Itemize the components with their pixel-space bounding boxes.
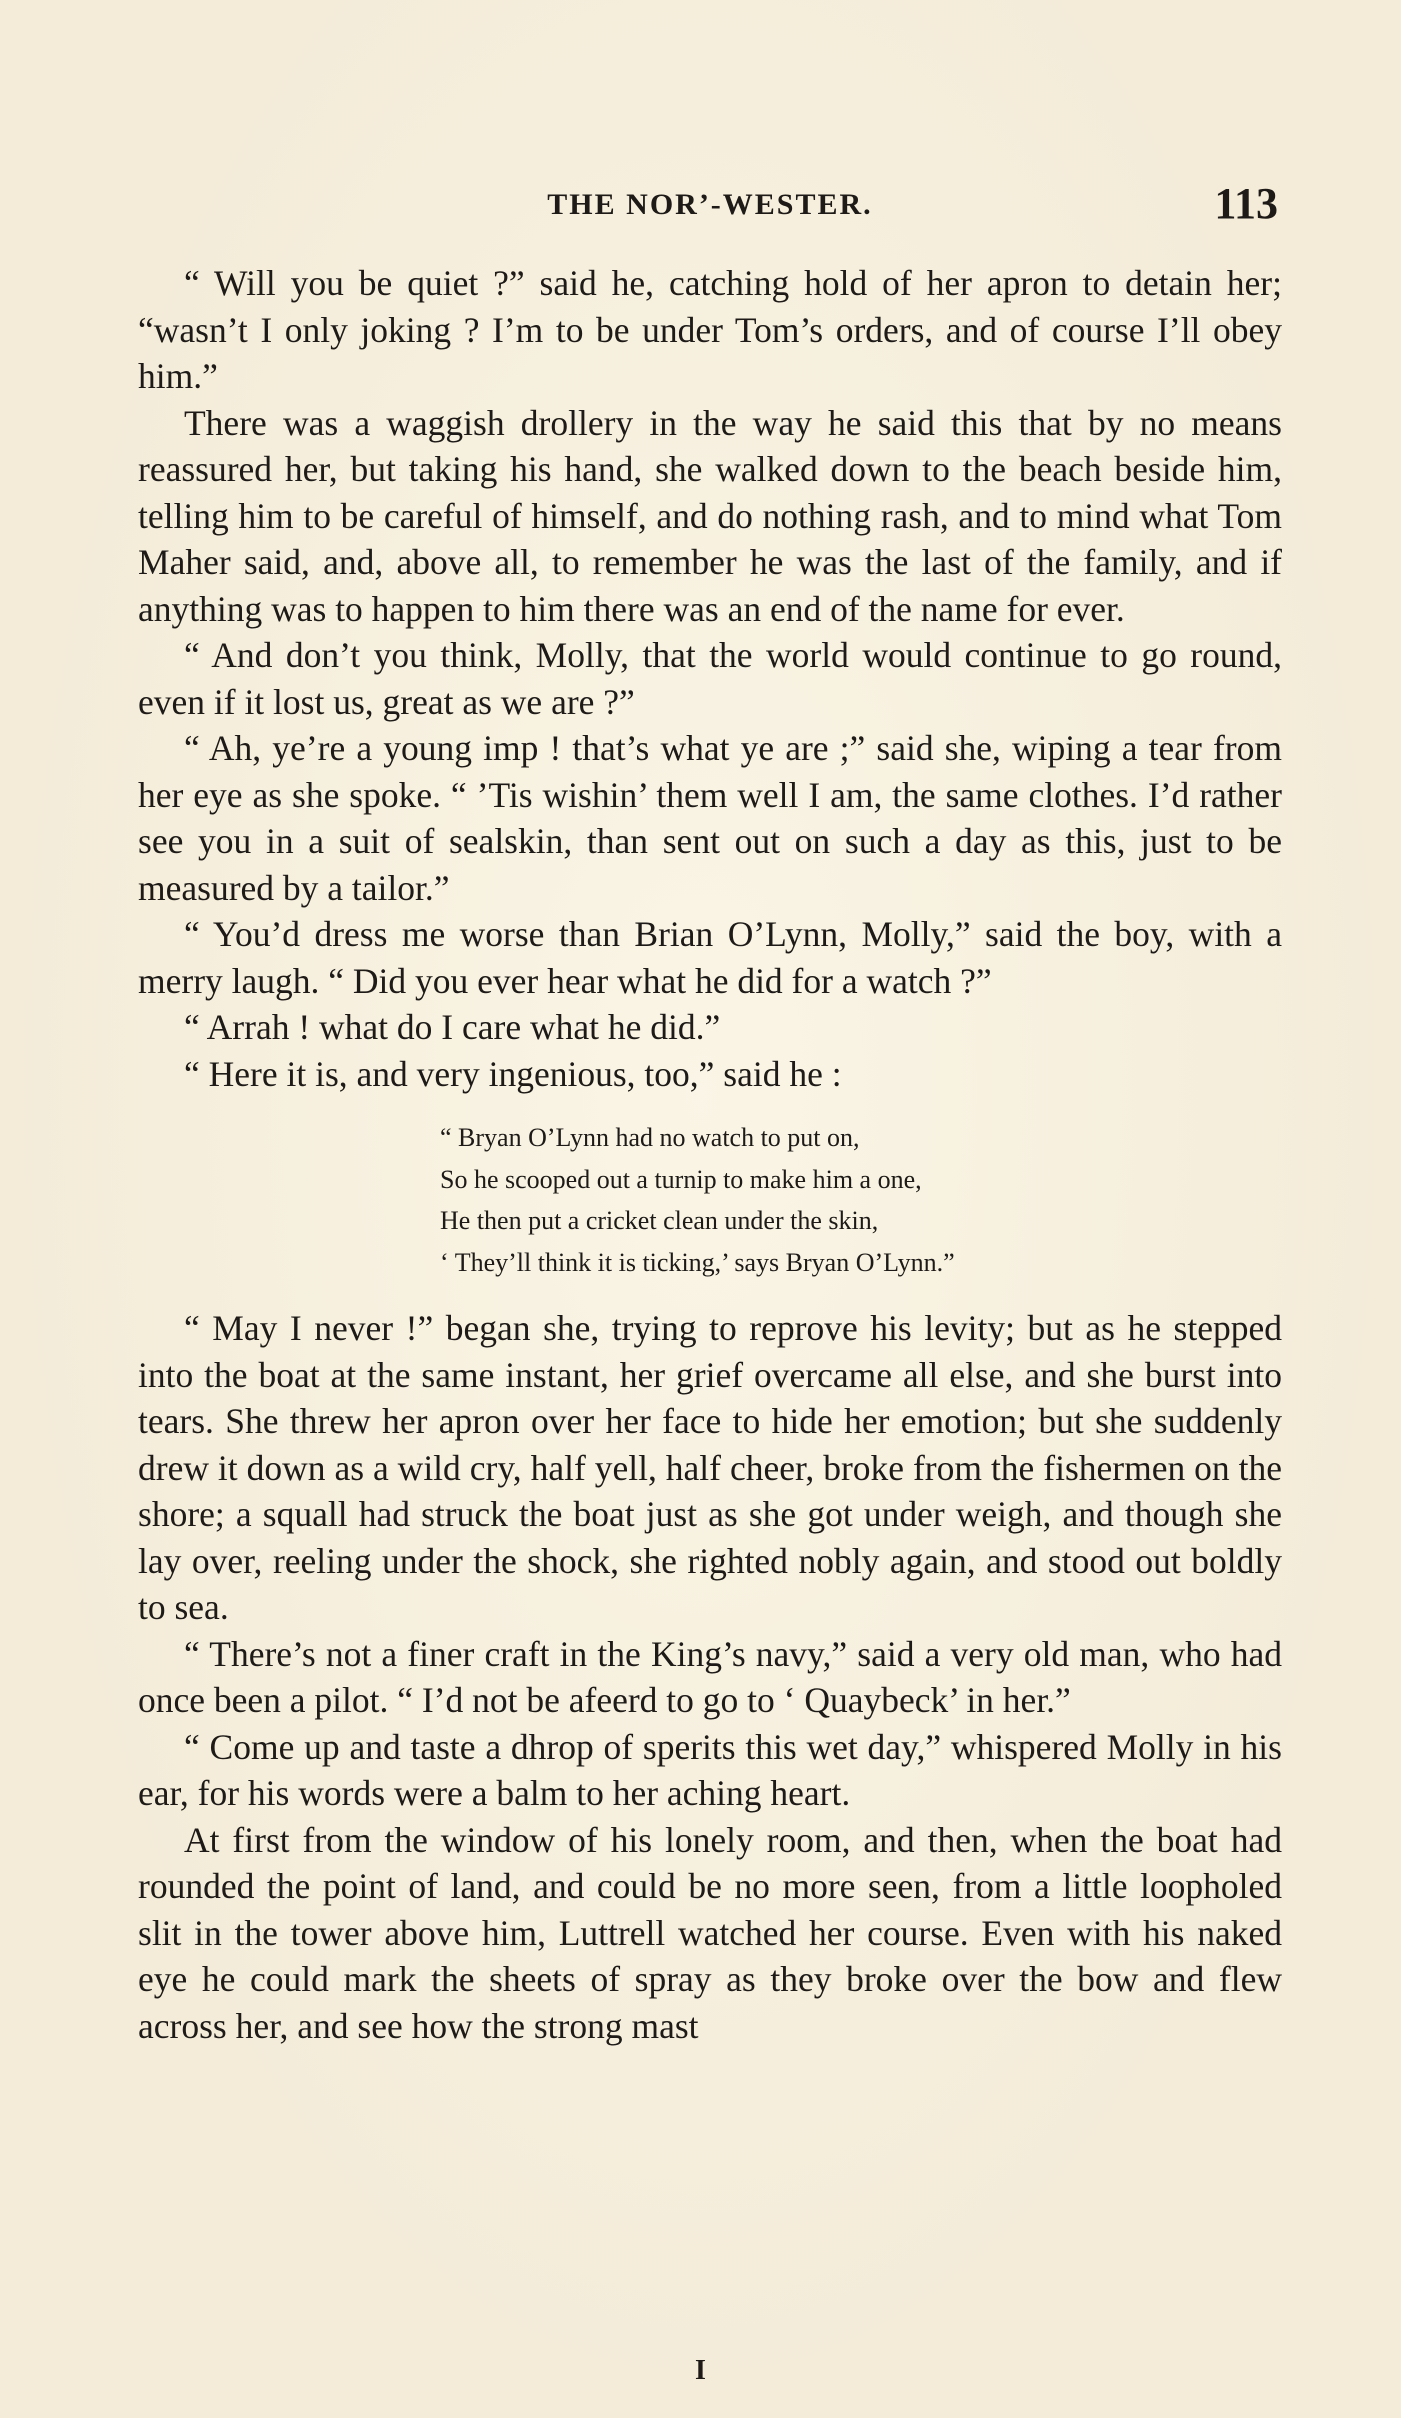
- paragraph: “ Will you be quiet ?” said he, catching hold of her apron to detain her; “wasn’t I only joking ? I’m to be under Tom’s orders, and of course I’ll obey him.”: [138, 263, 1282, 396]
- verse-line: So he scooped out a turnip to make him a one,: [440, 1164, 922, 1194]
- paragraph: At first from the window of his lonely room, and then, when the boat had rounded the point of land, and could be no more seen, from a little loopholed slit in the tower above him, Luttrell watched her course. Even with his naked eye he could mark the sheets of spray as they broke over the bow and flew across her, and see how the strong mast: [138, 1819, 1282, 2046]
- paragraph: “ Here it is, and very ingenious, too,” said he :: [184, 1053, 842, 1094]
- paragraph: “ You’d dress me worse than Brian O’Lynn, Molly,” said the boy, with a merry laugh. “ Did you ever hear what he did for a watch ?”: [138, 914, 1282, 1001]
- running-head: THE NOR’-WESTER.: [547, 188, 873, 221]
- paragraph: There was a waggish drollery in the way he said this that by no means reassured her, but taking his hand, she walked down to the beach beside him, telling him to be careful of himself, and do nothing rash, and to mind what Tom Maher said, and, above all, to remember he was the last of the family, and if anything was to happen to him there was an end of the name for ever.: [138, 402, 1282, 629]
- paragraph: “ There’s not a finer craft in the King’s navy,” said a very old man, who had once been a pilot. “ I’d not be afeerd to go to ‘ Quaybeck’ in her.”: [138, 1633, 1282, 1720]
- paragraph: “ Arrah ! what do I care what he did.”: [184, 1007, 721, 1047]
- paragraph: “ May I never !” began she, trying to reprove his levity; but as he stepped into the boat at the same instant, her grief overcame all else, and she burst into tears. She threw her apron over her face to hide her emotion; but she suddenly drew it down as a wild cry, half yell, half cheer, broke from the fishermen on the shore; a squall had struck the boat just as she got under weigh, and though she lay over, reeling under the shock, she righted nobly again, and stood out boldly to sea.: [138, 1308, 1282, 1627]
- paragraph: “ Come up and taste a dhrop of sperits this wet day,” whispered Molly in his ear, for his words were a balm to her aching heart.: [138, 1726, 1282, 1813]
- signature-mark: I: [695, 2355, 706, 2386]
- verse-line: “ Bryan O’Lynn had no watch to put on,: [440, 1123, 860, 1152]
- verse-line: He then put a cricket clean under the skin,: [440, 1206, 879, 1235]
- page-number: 113: [1214, 179, 1278, 228]
- paragraph: “ Ah, ye’re a young imp ! that’s what ye are ;” said she, wiping a tear from her eye as she spoke. “ ’Tis wishin’ them well I am, the same clothes. I’d rather see you in a suit of sealskin, than sent out on such a day as this, just to be measured by a tailor.”: [138, 728, 1282, 908]
- verse-block: [440, 1117, 1282, 1283]
- paragraph: “ And don’t you think, Molly, that the world would continue to go round, even if it lost us, great as we are ?”: [138, 635, 1282, 722]
- page-header: [140, 178, 1280, 238]
- verse-line: ‘ They’ll think it is ticking,’ says Bryan O’Lynn.”: [440, 1247, 955, 1277]
- body-text: [138, 260, 1282, 2049]
